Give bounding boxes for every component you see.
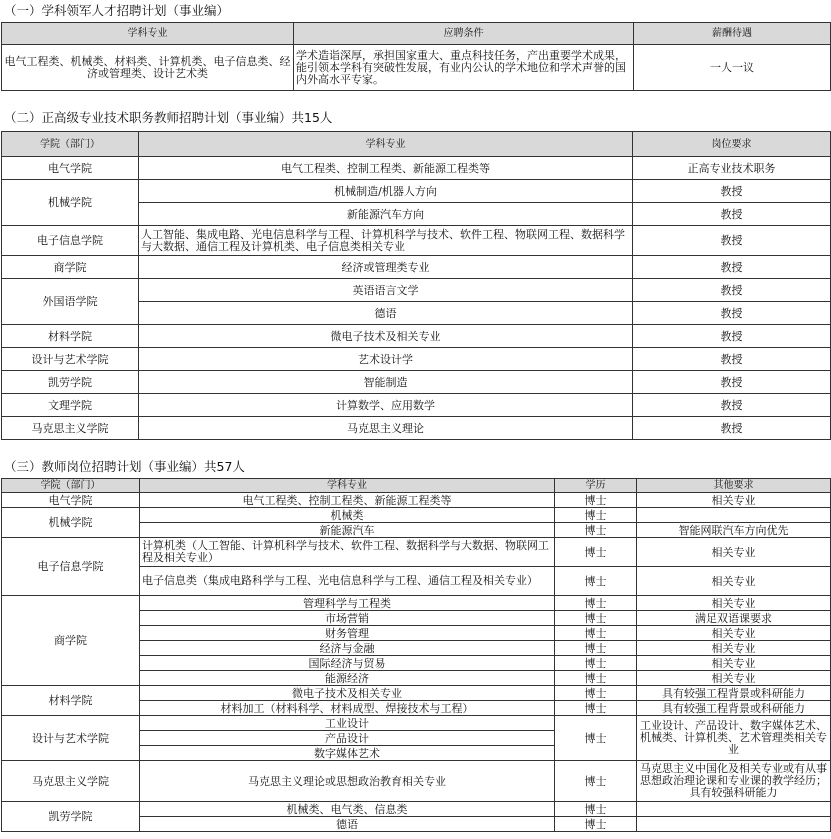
cell-other: 相关专业 — [637, 656, 831, 671]
cell-major: 经济或管理类专业 — [139, 256, 633, 279]
cell-major: 管理科学与工程类 — [140, 596, 555, 611]
cell-major: 新能源汽车方向 — [139, 203, 633, 226]
cell-college: 文理学院 — [2, 394, 139, 417]
cell-requirement: 教授 — [633, 203, 831, 226]
header-major: 学科专业 — [140, 479, 555, 493]
section-3-title: （三）教师岗位招聘计划（事业编）共57人 — [4, 459, 245, 474]
cell-degree: 博士 — [555, 641, 637, 656]
cell-major: 微电子技术及相关专业 — [140, 686, 555, 701]
cell-requirement: 教授 — [633, 417, 831, 440]
cell-major: 计算数学、应用数学 — [139, 394, 633, 417]
cell-major: 材料加工（材料科学、材料成型、焊接技术与工程） — [140, 701, 555, 716]
cell-degree: 博士 — [555, 538, 637, 567]
cell-degree: 博士 — [555, 493, 637, 508]
cell-college: 材料学院 — [2, 325, 139, 348]
cell-college: 外国语学院 — [2, 279, 139, 325]
cell-degree: 博士 — [555, 523, 637, 538]
cell-degree: 博士 — [555, 716, 637, 761]
cell-other: 相关专业 — [637, 538, 831, 567]
cell-requirement: 教授 — [633, 325, 831, 348]
cell-other — [637, 508, 831, 523]
cell-other: 满足双语课要求 — [637, 611, 831, 626]
cell-major: 智能制造 — [139, 371, 633, 394]
cell-degree: 博士 — [555, 656, 637, 671]
cell-major: 产品设计 — [140, 731, 555, 746]
cell-other: 具有较强工程背景或科研能力 — [637, 701, 831, 716]
cell-major: 机械制造/机器人方向 — [139, 180, 633, 203]
cell-requirement: 正高专业技术职务 — [633, 157, 831, 180]
cell-requirement: 教授 — [633, 394, 831, 417]
cell-major: 德语 — [139, 302, 633, 325]
cell-college: 电气学院 — [2, 157, 139, 180]
cell-degree: 博士 — [555, 626, 637, 641]
cell-college: 电子信息学院 — [2, 538, 140, 596]
cell-major: 艺术设计学 — [139, 348, 633, 371]
cell-major: 电子信息类（集成电路科学与工程、光电信息科学与工程、通信工程及相关专业） — [140, 567, 555, 596]
cell-college: 马克思主义学院 — [2, 761, 140, 802]
table-leading-talent — [1, 22, 831, 91]
cell-other: 相关专业 — [637, 596, 831, 611]
cell-college: 商学院 — [2, 256, 139, 279]
cell-major: 人工智能、集成电路、光电信息科学与工程、计算机科学与技术、软件工程、物联网工程、数据科学与大数据、通信工程及计算机类、电子信息类相关专业 — [139, 226, 633, 256]
cell-major: 能源经济 — [140, 671, 555, 686]
section-1-title: （一）学科领军人才招聘计划（事业编） — [4, 3, 230, 18]
cell-degree: 博士 — [555, 802, 637, 817]
cell-major: 国际经济与贸易 — [140, 656, 555, 671]
cell-degree: 博士 — [555, 596, 637, 611]
header-requirement: 岗位要求 — [633, 132, 831, 157]
cell-salary: 一人一议 — [634, 45, 831, 91]
cell-requirement: 教授 — [633, 348, 831, 371]
header-degree: 学历 — [555, 479, 637, 493]
header-major: 学科专业 — [139, 132, 633, 157]
cell-requirement: 教授 — [633, 226, 831, 256]
cell-other: 相关专业 — [637, 493, 831, 508]
cell-other: 马克思主义中国化及相关专业或有从事思想政治理论课和专业课的教学经历；具有较强科研能力 — [637, 761, 831, 802]
cell-degree: 博士 — [555, 611, 637, 626]
cell-college: 机械学院 — [2, 180, 139, 226]
cell-other: 具有较强工程背景或科研能力 — [637, 686, 831, 701]
cell-requirement: 教授 — [633, 180, 831, 203]
table-senior-professor — [1, 131, 831, 440]
cell-other: 工业设计、产品设计、数字媒体艺术、机械类、计算机类、艺术管理类相关专业 — [637, 716, 831, 761]
cell-college: 设计与艺术学院 — [2, 348, 139, 371]
cell-college: 电子信息学院 — [2, 226, 139, 256]
cell-major: 马克思主义理论或思想政治教育相关专业 — [140, 761, 555, 802]
table-teacher-positions — [1, 478, 831, 832]
cell-degree: 博士 — [555, 817, 637, 832]
cell-requirement: 教授 — [633, 302, 831, 325]
cell-major: 数字媒体艺术 — [140, 746, 555, 761]
cell-college: 马克思主义学院 — [2, 417, 139, 440]
cell-major: 电气工程类、机械类、材料类、计算机类、电子信息类、经济或管理类、设计艺术类 — [2, 45, 294, 91]
cell-degree: 博士 — [555, 508, 637, 523]
cell-major: 机械类、电气类、信息类 — [140, 802, 555, 817]
cell-other: 智能网联汽车方向优先 — [637, 523, 831, 538]
cell-major: 市场营销 — [140, 611, 555, 626]
header-major: 学科专业 — [2, 23, 294, 45]
cell-college: 凯劳学院 — [2, 371, 139, 394]
cell-degree: 博士 — [555, 567, 637, 596]
cell-college: 材料学院 — [2, 686, 140, 716]
cell-major: 电气工程类、控制工程类、新能源工程类等 — [139, 157, 633, 180]
cell-other: 相关专业 — [637, 567, 831, 596]
header-salary: 薪酬待遇 — [634, 23, 831, 45]
cell-other: 相关专业 — [637, 641, 831, 656]
cell-requirement: 教授 — [633, 279, 831, 302]
cell-major: 新能源汽车 — [140, 523, 555, 538]
cell-other — [637, 817, 831, 832]
cell-conditions: 学术造诣深厚，承担国家重大、重点科技任务，产出重要学术成果，能引领本学科有突破性发展，有业内公认的学术地位和学术声誉的国内外高水平专家。 — [294, 45, 634, 91]
cell-college: 凯劳学院 — [2, 802, 140, 832]
cell-major: 英语语言文学 — [139, 279, 633, 302]
cell-degree: 博士 — [555, 701, 637, 716]
cell-college: 商学院 — [2, 596, 140, 686]
cell-major: 电气工程类、控制工程类、新能源工程类等 — [140, 493, 555, 508]
cell-other — [637, 802, 831, 817]
header-college: 学院（部门） — [2, 132, 139, 157]
cell-major: 工业设计 — [140, 716, 555, 731]
cell-major: 微电子技术及相关专业 — [139, 325, 633, 348]
cell-major: 经济与金融 — [140, 641, 555, 656]
section-2-title: （二）正高级专业技术职务教师招聘计划（事业编）共15人 — [4, 110, 333, 125]
cell-major: 机械类 — [140, 508, 555, 523]
cell-college: 电气学院 — [2, 493, 140, 508]
cell-major: 计算机类（人工智能、计算机科学与技术、软件工程、数据科学与大数据、物联网工程及相关专业） — [140, 538, 555, 567]
cell-college: 设计与艺术学院 — [2, 716, 140, 761]
cell-major: 德语 — [140, 817, 555, 832]
cell-requirement: 教授 — [633, 371, 831, 394]
cell-degree: 博士 — [555, 686, 637, 701]
cell-other: 相关专业 — [637, 671, 831, 686]
cell-degree: 博士 — [555, 671, 637, 686]
cell-major: 马克思主义理论 — [139, 417, 633, 440]
cell-major: 财务管理 — [140, 626, 555, 641]
cell-degree: 博士 — [555, 761, 637, 802]
header-other: 其他要求 — [637, 479, 831, 493]
header-conditions: 应聘条件 — [294, 23, 634, 45]
cell-other: 相关专业 — [637, 626, 831, 641]
header-college: 学院（部门） — [2, 479, 140, 493]
cell-requirement: 教授 — [633, 256, 831, 279]
cell-college: 机械学院 — [2, 508, 140, 538]
